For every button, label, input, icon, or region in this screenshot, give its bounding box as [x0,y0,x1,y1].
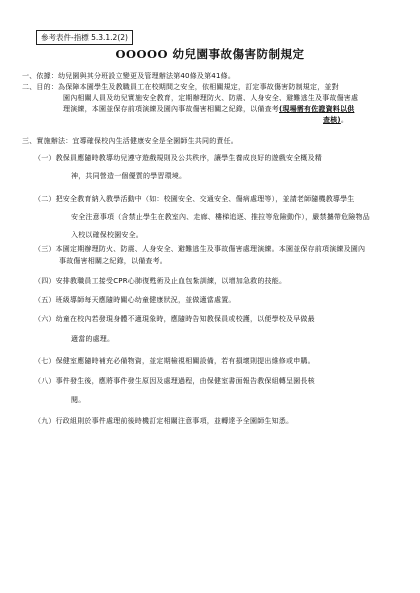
item-3-text-1: 本園定期辦理防火、防震、人身安全、避難逃生及事故傷害處理演練。本園並保存前項演練及園內 [55,245,366,253]
section-3 [22,136,238,146]
item-7-label: （七） [34,357,56,365]
section-2-period: 。 [340,116,349,124]
item-2-line-3: 入校以確保校園安全。 [71,231,143,239]
item-6-label: （六） [34,315,56,323]
item-2-label: （二） [34,195,56,203]
section-2-line-1 [22,82,339,92]
item-5-label: （五） [34,296,56,304]
evidence-note: (現場需有佐證資料以供 [279,105,355,113]
item-9-line-1 [34,416,293,426]
reference-label: 參考表件-指標 5.3.1.2(2) [36,30,133,45]
section-3-text: 宜導確保校內生活健康安全是全園師生共同的責任。 [72,137,239,145]
section-1 [22,71,235,81]
item-4-text-1: 安排教職員工接受CPR心肺復甦術及止血包紮訓練，以增加急救的技能。 [55,277,287,285]
section-2-label: 二、目的： [22,83,58,91]
item-3-label: （三） [34,245,56,253]
item-3-line-1 [34,244,365,254]
item-6-line-1 [34,314,315,324]
item-7-line-1 [34,356,315,366]
evidence-note-end: 查核) [323,116,341,124]
section-1-text: 幼兒園與其分班設立變更及管理辦法第40條及第41條。 [58,72,236,80]
item-7-text-1: 保健室應隨時補充必備物資，並定期檢視相關設備，若有損壞則提出維修或申購。 [55,357,315,365]
item-9-label: （九） [34,417,56,425]
item-8-line-1 [34,376,315,386]
item-1-label: （一） [34,154,56,162]
section-2-line-3 [63,104,354,114]
item-8-text-1: 事件發生後，應將事件發生原因及處理過程，由保健室書面報告教保組轉呈園長核 [55,377,315,385]
section-2-text-3: 理演練，本園並保存前項演練及園內事故傷害相關之紀錄，以備查考 [63,105,279,113]
item-5-line-1 [34,295,236,305]
item-1-text-1: 教保員應隨時教導幼兒遵守遊戲規則及公共秩序，讓學生養成良好的遊戲安全概及精 [55,154,323,162]
item-6-text-1: 幼童在校內若發現身體不適現象時，應隨時告知教保員或校護，以便學校及早做最 [55,315,315,323]
document-title: OOOOO 幼兒園事故傷害防制規定 [115,47,305,61]
item-4-label: （四） [34,277,56,285]
item-2-text-1: 把安全教育納入教學活動中（如：校園安全、交通安全、傷病處理等），並請老師隨機教導學生 [55,195,355,203]
item-4-line-1 [34,276,286,286]
item-6-line-2: 適當的處理。 [71,335,115,343]
item-2-line-2: 安全注意事項（含禁止學生在教室內、走廊、樓梯追逐、推拉等危險動作），嚴禁攜帶危險物品 [71,213,370,221]
item-3-line-2: 事故傷害相關之紀錄，以備查考。 [59,257,167,265]
section-2-line-4 [323,115,348,125]
section-3-label: 三、實施辦法： [22,137,73,145]
section-1-label: 一、依據： [22,72,58,80]
item-1-line-2: 神，共同營造一個優質的學習環境。 [71,172,187,180]
section-2-text-1: 為保障本園學生及教職員工在校期間之安全，依相關規定，訂定事故傷害防制規定，並對 [58,83,339,91]
item-1-line-1 [34,153,322,163]
item-5-text-1: 班級導師每天應隨時關心幼童健康狀況，並做適當處置。 [55,296,236,304]
item-2-line-1 [34,194,355,204]
item-8-label: （八） [34,377,56,385]
section-2-line-2: 園內相關人員及幼兒實施安全教育，定期辦理防火、防震、人身安全、避難逃生及事故傷害處 [63,94,359,102]
item-9-text-1: 行政組則於事件處理前後時機訂定相關注意事項，並轉達予全園師生知悉。 [55,417,294,425]
item-8-line-2: 閱。 [71,396,86,404]
